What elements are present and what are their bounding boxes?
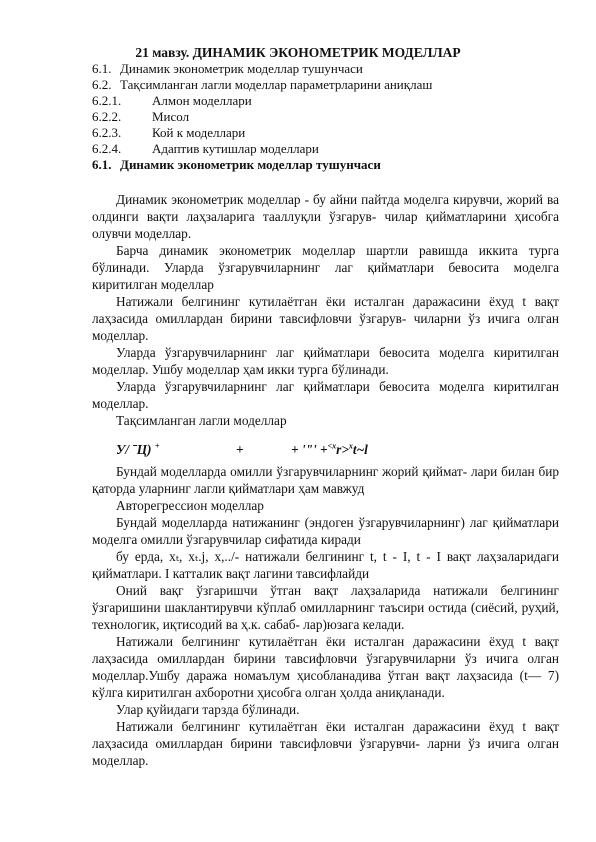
- formula-text: У/ ˉЦ): [116, 442, 152, 457]
- paragraph: Натижали белгининг кутилаётган ёки исталган даражасини ёхуд t вақт лаҳзасида омиллардан бирини тавсифловчи ўзгарув- чиларни ўз ичига олган моделлар.: [92, 294, 559, 343]
- paragraph: Динамик эконометрик моделлар - бу айни пайтда моделга кирувчи, жорий ва олдинги вақти лаҳзаларига тааллуқли ўзгарув- чилар қийматларини ҳисобга олувчи моделлар.: [92, 192, 559, 241]
- toc-item: [92, 77, 572, 93]
- paragraph: Натижали белгининг кутилаётган ёки исталган даражасини ёхуд t вақт лаҳзасида омиллардан бирини тавсифловчи ўзгарувчиларни ўз ичига олган моделлар.Ушбу даража номаълум ҳисобланадива ўтган вақт лаҳзасида (t— 7) кўлга киритилган ахборотни ҳисобга олган ҳолда аниқланади.: [92, 634, 559, 700]
- paragraph: Тақсимланган лагли моделлар: [116, 413, 287, 428]
- formula-sup: x: [348, 441, 353, 451]
- toc-item: [92, 125, 572, 141]
- toc-item: [92, 141, 572, 157]
- toc-label: Тақсимланган лагли моделлар параметрларини аниқлаш: [120, 77, 433, 92]
- body-text: [92, 191, 559, 769]
- toc-item: [92, 61, 572, 77]
- toc-number: 6.2.: [92, 77, 112, 92]
- paragraph: Бундай моделларда омилли ўзгарувчиларнинг жорий қиймат- лари билан бир қаторда уларнинг лагли қийматлари ҳам мавжуд: [92, 464, 559, 496]
- toc-item: [92, 93, 572, 109]
- toc-number: 6.1.: [92, 61, 112, 76]
- toc-number: 6.2.2.: [92, 109, 122, 124]
- paragraph: Уларда ўзгарувчиларнинг лаг қийматлари бевосита моделга киритилган моделлар.: [92, 379, 559, 411]
- toc-label: Алмон моделлари: [152, 93, 252, 108]
- toc-label: Адаптив кутишлар моделлари: [152, 141, 319, 156]
- paragraph: Оний вақг ўзгаришчи ўтган вақт лаҳзаларида натижали белгининг ўзгаришини шаклантирувчи кўплаб омилларнинг таъсири остида (сиёсий, руҳий, технологик, иқтисодий ва ҳ.к. сабаб- лар)юзага келади.: [92, 583, 559, 632]
- formula-text: + '"' +: [291, 442, 328, 457]
- page-title: 21 мавзу. ДИНАМИК ЭКОНОМЕТРИК МОДЕЛЛАР: [135, 45, 461, 60]
- toc-label: Мисол: [152, 109, 190, 124]
- toc-number: 6.2.3.: [92, 125, 122, 140]
- formula-text: r>: [336, 442, 349, 457]
- toc-number: 6.2.4.: [92, 141, 122, 156]
- paragraph: Натижали белгининг кутилаётган ёки исталган даражасини ёхуд t вақт лаҳзасида омиллардан бирини тавсифловчи ўзгарувчи- ларни ўз ичига олган моделлар.: [92, 719, 559, 768]
- toc-number: 6.2.1.: [92, 93, 122, 108]
- formula-part: [291, 441, 368, 458]
- paragraph: бу ерда, xₜ, xₜ.j, x,../- натижали белгининг t, t - I, t - I вақт лаҳзаларидаги қийматлари. I катталик вақт лагини тавсифлайди: [92, 549, 559, 581]
- paragraph: Улар қуйидаги тарзда бўлинади.: [116, 702, 300, 717]
- formula-sup: <x: [327, 441, 337, 451]
- toc-label: Кой к моделлари: [152, 125, 246, 140]
- formula-text: t~l: [352, 442, 368, 457]
- section-heading-label: Динамик эконометрик моделлар тушунчаси: [120, 157, 381, 172]
- toc-label: Динамик эконометрик моделлар тушунчаси: [120, 61, 363, 76]
- toc-item: [92, 109, 572, 125]
- paragraph: Бундай моделларда натижанинг (эндоген ўзгарувчиларнинг) лаг қийматлари моделга омилли ўзгарувчилар сифатида киради: [92, 515, 559, 547]
- section-number: 6.1.: [92, 157, 112, 172]
- paragraph: Барча динамик эконометрик моделлар шартли равишда иккита турга бўлинади. Уларда ўзгарувчиларнинг лаг қийматлари бевосита моделга киритилган моделлар: [92, 243, 559, 292]
- formula-text: +: [236, 442, 244, 457]
- formula: [116, 441, 559, 458]
- table-of-contents: [92, 61, 572, 173]
- section-heading: [92, 157, 572, 173]
- paragraph: Уларда ўзгарувчиларнинг лаг қийматлари бевосита моделга киритилган моделлар. Ушбу моделлар ҳам икки турга бўлинади.: [92, 345, 559, 377]
- formula-part: [116, 441, 236, 458]
- formula-sup: +: [154, 441, 160, 451]
- paragraph: Авторегрессион моделлар: [116, 498, 264, 513]
